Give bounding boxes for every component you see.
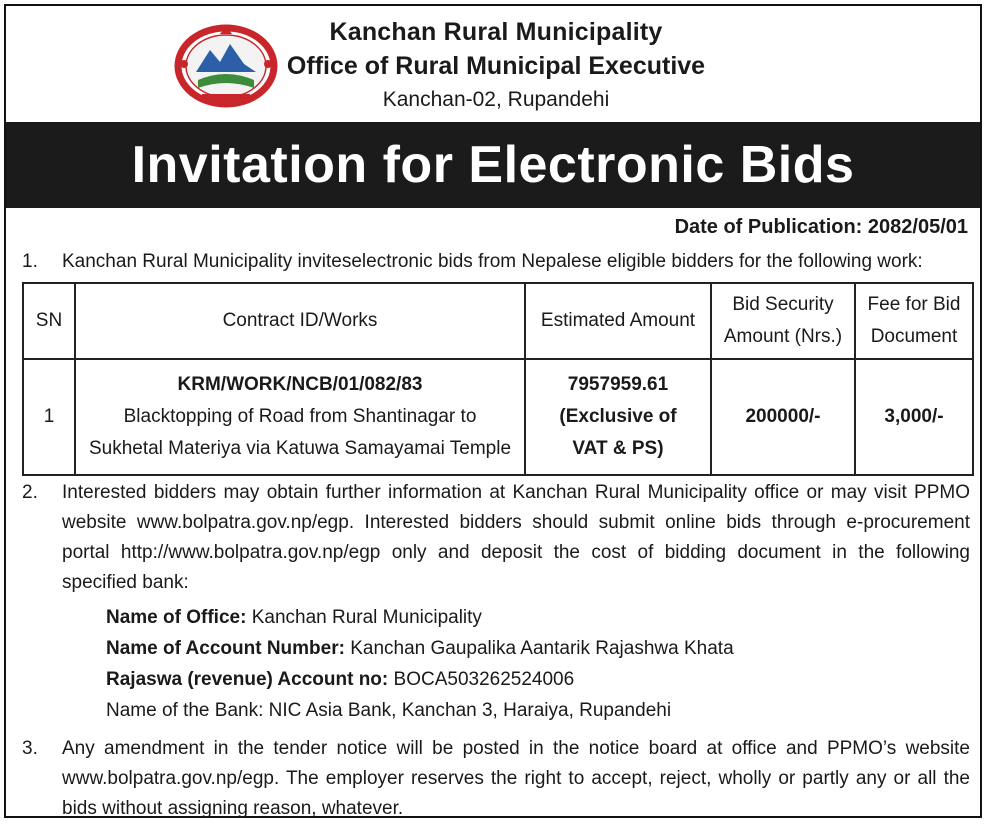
table-header-row	[23, 283, 973, 359]
bank-office-value: Kanchan Rural Municipality	[251, 607, 482, 628]
section-2	[22, 478, 970, 598]
amount-note1: (Exclusive of	[559, 406, 677, 427]
section-3	[22, 734, 970, 824]
notice-frame	[4, 4, 982, 818]
work-line2: Sukhetal Materiya via Katuwa Samayamai Temple	[88, 438, 512, 459]
table-row	[23, 359, 973, 475]
bank-name-line: Name of the Bank: NIC Asia Bank, Kanchan 3, Haraiya, Rupandehi	[106, 700, 672, 721]
notice-header	[6, 6, 980, 122]
header-security-line2: Amount (Nrs.)	[723, 326, 843, 347]
notice-title: Invitation for Electronic Bids	[6, 122, 980, 208]
section-1	[22, 247, 970, 277]
header-fee	[855, 283, 973, 359]
bank-office-label: Name of Office:	[106, 607, 247, 628]
bank-revenue-line	[106, 664, 734, 695]
bank-account-line	[106, 633, 734, 664]
amount-note2: VAT & PS)	[572, 438, 664, 459]
section-1-number: 1.	[22, 251, 38, 272]
header-fee-line2: Document	[870, 326, 958, 347]
bank-office-line	[106, 602, 734, 633]
header-fee-line1: Fee for Bid	[867, 294, 961, 315]
header-security	[711, 283, 855, 359]
bank-revenue-label: Rajaswa (revenue) Account no:	[106, 669, 389, 690]
section-1-text: Kanchan Rural Municipality inviteselectronic bids from Nepalese eligible bidders for the following work:	[62, 251, 923, 272]
cell-fee: 3,000/-	[855, 359, 973, 475]
bank-details	[106, 602, 734, 726]
publication-date: Date of Publication: 2082/05/01	[674, 216, 968, 238]
section-2-number: 2.	[22, 482, 38, 503]
bank-account-label: Name of Account Number:	[106, 638, 345, 659]
bank-account-value: Kanchan Gaupalika Aantarik Rajashwa Khata	[350, 638, 734, 659]
amount-value: 7957959.61	[567, 374, 669, 395]
header-security-line1: Bid Security	[732, 294, 834, 315]
header-works: Contract ID/Works	[75, 283, 525, 359]
cell-security: 200000/-	[711, 359, 855, 475]
cell-works	[75, 359, 525, 475]
work-line1: Blacktopping of Road from Shantinagar to	[123, 406, 477, 427]
org-name: Kanchan Rural Municipality	[329, 18, 663, 46]
header-amount: Estimated Amount	[525, 283, 711, 359]
section-3-number: 3.	[22, 738, 38, 759]
section-3-text: Any amendment in the tender notice will be posted in the notice board at office and PPMO’s website www.bolpatra.gov.np/egp. The employer reserves the right to accept, reject, wholly or partly any or all the bids without assigning reason, whatever.	[62, 738, 970, 819]
header-sn: SN	[23, 283, 75, 359]
office-name: Office of Rural Municipal Executive	[286, 52, 706, 80]
section-2-text: Interested bidders may obtain further information at Kanchan Rural Municipality office or may visit PPMO website www.bolpatra.gov.np/egp. Interested bidders should submit online bids through e-procurement portal http://www.bolpatra.gov.np/egp only and deposit the cost of bidding document in the following specified bank:	[62, 482, 970, 593]
cell-sn: 1	[23, 359, 75, 475]
office-address: Kanchan-02, Rupandehi	[382, 88, 610, 111]
contract-id: KRM/WORK/NCB/01/082/83	[177, 374, 423, 395]
cell-amount	[525, 359, 711, 475]
bid-table	[22, 282, 974, 476]
bank-revenue-value: BOCA503262524006	[393, 669, 575, 690]
